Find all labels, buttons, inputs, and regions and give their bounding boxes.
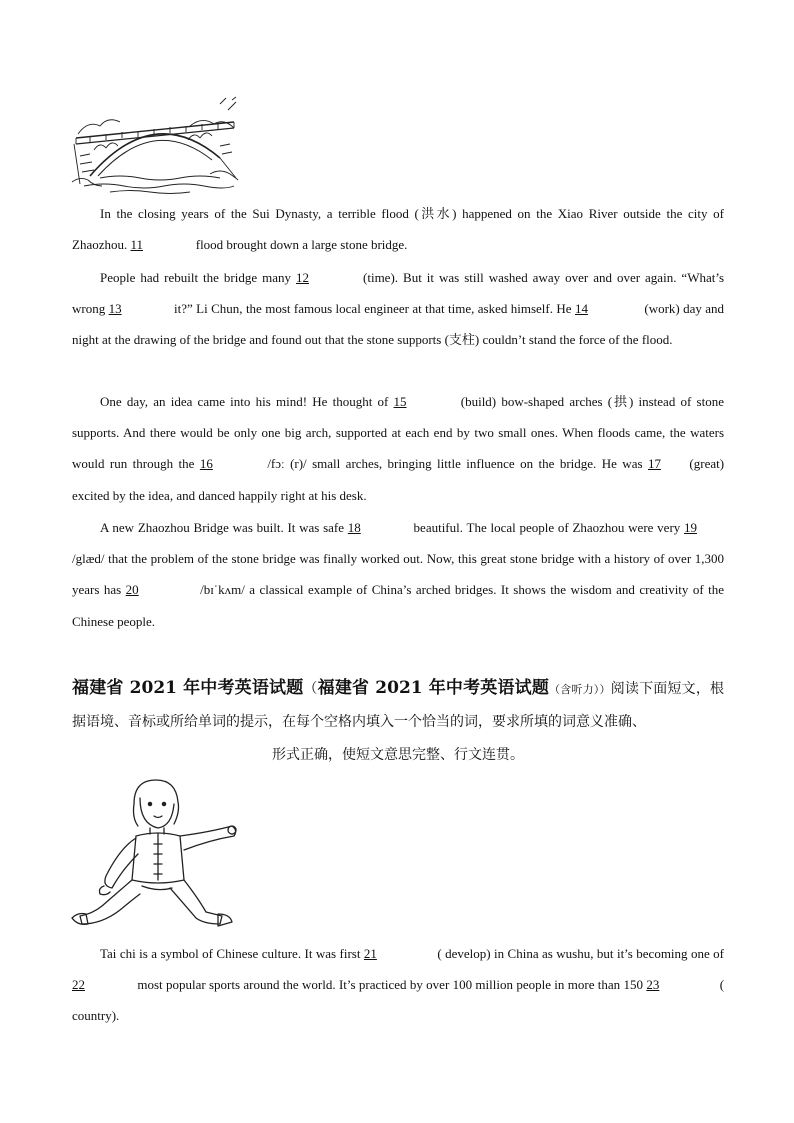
heading-instructions: 阅读下面短文，根据语境、音标或所给单词的提示，在每个空格内填入一个恰当的词，要求所填的词意义准确、	[72, 681, 725, 730]
bridge-illustration	[70, 96, 240, 196]
heading-instructions-line3: 形式正确，使短文意思完整、行文连贯。	[272, 747, 524, 763]
paragraph-text: In the closing years of the Sui Dynasty, a terrible flood (洪水) happened on the Xiao River outside the city of Zhaozhou.	[72, 206, 724, 253]
blank-11[interactable]: 11	[130, 237, 144, 253]
paragraph-text: it?” Li Chun, the most famous local engineer at that time, asked himself. He	[174, 301, 572, 317]
paragraph-text: People had rebuilt the bridge many	[100, 270, 292, 285]
paragraph-text: flood brought down a large stone bridge.	[195, 237, 408, 253]
paragraph-text: most popular sports around the world. It’s practiced by over 100 million people in more than 150	[137, 977, 644, 993]
heading-title-repeat: 福建省 2021 年中考英语试题	[317, 678, 550, 698]
paragraph-text: A new Zhaozhou Bridge was built. It was safe	[100, 520, 345, 535]
blank-13[interactable]: 13	[108, 301, 122, 317]
blank-20[interactable]: 20	[125, 582, 139, 598]
paragraph-2	[72, 262, 724, 356]
paragraph-text: (work) day and night at the drawing of the bridge and found out that the stone supports (支柱) couldn’t stand the force of the flood.	[72, 301, 725, 348]
blank-19[interactable]: 19	[684, 520, 698, 535]
section-heading	[72, 672, 724, 738]
paragraph-text: Tai chi is a symbol of Chinese culture. It was first	[100, 946, 361, 961]
paragraph-text: One day, an idea came into his mind! He thought of	[100, 394, 389, 409]
heading-note: （含听力））	[549, 683, 611, 696]
paragraph-text: /fɔː (r)/ small arches, bringing little influence on the bridge. He was	[267, 456, 643, 472]
paragraph-text: /bɪˈkʌm/ a classical example of China’s arched bridges. It shows the wisdom and creativity of the Chinese people.	[72, 582, 724, 629]
paragraph-1	[72, 198, 724, 260]
paragraph-text: ( country).	[72, 977, 725, 1024]
blank-21[interactable]: 21	[363, 946, 377, 961]
paragraph-text: /glæd/ that the problem of the stone bridge was finally worked out. Now, this great stone bridge with a history of over 1,300 years has	[72, 551, 724, 598]
paragraph-text: beautiful. The local people of Zhaozhou were very	[413, 520, 681, 535]
paragraph-text: (time). But it was still washed away over and over again. “What’s wrong	[72, 270, 725, 317]
paragraph-5	[72, 938, 724, 1032]
blank-17[interactable]: 17	[647, 456, 661, 472]
blank-16[interactable]: 16	[199, 456, 213, 472]
paragraph-3	[72, 386, 724, 511]
blank-14[interactable]: 14	[574, 301, 588, 317]
paragraph-text: ( develop) in China as wushu, but it’s becoming one of	[437, 946, 725, 961]
paragraph-text: (build) bow-shaped arches (拱) instead of stone supports. And there would be only one big arch, supported at each end by two small ones. When floods came, the waters would run through the	[72, 394, 724, 472]
blank-15[interactable]: 15	[393, 394, 407, 409]
paragraph-4	[72, 512, 724, 637]
blank-23[interactable]: 23	[646, 977, 660, 993]
heading-title: 福建省 2021 年中考英语试题	[72, 678, 304, 698]
paragraph-text: (great) excited by the idea, and danced happily right at his desk.	[72, 456, 725, 503]
heading-paren: （	[303, 681, 318, 697]
taichi-illustration	[68, 774, 238, 929]
blank-18[interactable]: 18	[347, 520, 361, 535]
blank-12[interactable]: 12	[296, 270, 310, 285]
blank-22[interactable]: 22	[72, 977, 85, 993]
